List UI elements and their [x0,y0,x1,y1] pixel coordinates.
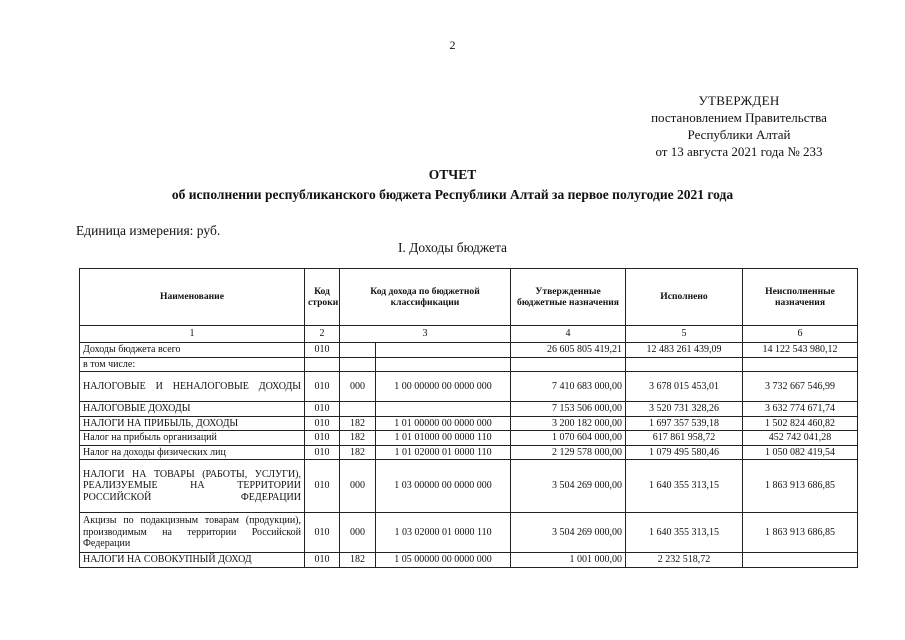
row-executed: 1 640 355 313,15 [626,513,743,553]
row-income-code: 1 05 00000 00 0000 000 [376,553,511,568]
row-executed: 1 079 495 580,46 [626,445,743,460]
row-line-code: 010 [305,343,340,358]
table-row [80,445,858,460]
row-line-code: 010 [305,445,340,460]
table-row [80,431,858,446]
section-title: I. Доходы бюджета [397,240,508,255]
header-unexecuted: Неисполненные назначения [743,269,858,326]
row-executed: 12 483 261 439,09 [626,343,743,358]
header-income-code: Код дохода по бюджетной классификации [340,269,511,326]
report-subtitle: об исполнении республиканского бюджета Республики Алтай за первое полугодие 2021 года [171,187,734,202]
row-name: НАЛОГОВЫЕ ДОХОДЫ [80,402,305,417]
row-executed: 3 520 731 328,26 [626,402,743,417]
row-name: НАЛОГОВЫЕ И НЕНАЛОГОВЫЕ ДОХОДЫ [80,372,305,402]
row-name: Налог на прибыль организаций [80,431,305,446]
row-admin-code: 000 [340,460,376,513]
row-approved: 1 001 000,00 [511,553,626,568]
approval-line-1: УТВЕРЖДЕН [698,93,780,108]
row-name: в том числе: [80,357,305,372]
row-unexecuted: 452 742 041,28 [743,431,858,446]
table-row [80,343,858,358]
row-name: Акцизы по подакцизным товарам (продукции), производимым на территории Российской Федерации [80,513,305,553]
row-income-code: 1 00 00000 00 0000 000 [376,372,511,402]
row-unexecuted: 1 502 824 460,82 [743,416,858,431]
row-executed [626,357,743,372]
row-line-code: 010 [305,553,340,568]
row-admin-code: 182 [340,553,376,568]
row-line-code: 010 [305,513,340,553]
row-income-code [376,357,511,372]
row-line-code: 010 [305,431,340,446]
row-income-code: 1 03 00000 00 0000 000 [376,460,511,513]
column-number: 5 [626,326,743,343]
row-unexecuted [743,357,858,372]
row-line-code: 010 [305,372,340,402]
approval-line-4: от 13 августа 2021 года № 233 [655,144,823,159]
row-name: НАЛОГИ НА ТОВАРЫ (РАБОТЫ, УСЛУГИ), РЕАЛИЗУЕМЫЕ НА ТЕРРИТОРИИ РОССИЙСКОЙ ФЕДЕРАЦИИ [80,460,305,513]
table-row [80,416,858,431]
unit-label: Единица измерения: руб. [76,223,221,238]
row-approved: 26 605 805 419,21 [511,343,626,358]
row-executed: 3 678 015 453,01 [626,372,743,402]
table-row [80,357,858,372]
approval-line-3: Республики Алтай [687,127,791,142]
column-number-row [80,326,858,343]
row-unexecuted: 3 632 774 671,74 [743,402,858,417]
row-admin-code: 182 [340,431,376,446]
table-row [80,553,858,568]
row-line-code: 010 [305,402,340,417]
table-header-row [80,269,858,326]
row-admin-code [340,402,376,417]
row-income-code: 1 03 02000 01 0000 110 [376,513,511,553]
row-executed: 2 232 518,72 [626,553,743,568]
column-number: 6 [743,326,858,343]
row-name: Налог на доходы физических лиц [80,445,305,460]
row-executed: 617 861 958,72 [626,431,743,446]
header-executed: Исполнено [626,269,743,326]
row-approved: 3 504 269 000,00 [511,513,626,553]
row-unexecuted: 1 050 082 419,54 [743,445,858,460]
row-unexecuted: 1 863 913 686,85 [743,513,858,553]
column-number: 4 [511,326,626,343]
row-income-code: 1 01 00000 00 0000 000 [376,416,511,431]
row-line-code: 010 [305,460,340,513]
row-unexecuted: 14 122 543 980,12 [743,343,858,358]
row-executed: 1 697 357 539,18 [626,416,743,431]
row-name: Доходы бюджета всего [80,343,305,358]
row-unexecuted: 1 863 913 686,85 [743,460,858,513]
row-admin-code: 000 [340,513,376,553]
table-row [80,372,858,402]
approval-line-2: постановлением Правительства [651,110,827,125]
row-approved: 7 410 683 000,00 [511,372,626,402]
table-row [80,402,858,417]
row-income-code [376,343,511,358]
column-number: 3 [340,326,511,343]
row-line-code [305,357,340,372]
report-title: ОТЧЕТ [428,167,477,182]
page-number: 2 [449,38,456,52]
row-approved: 7 153 506 000,00 [511,402,626,417]
income-table [79,268,858,568]
row-approved [511,357,626,372]
header-name: Наименование [80,269,305,326]
approval-stamp [630,92,848,160]
table-row [80,513,858,553]
row-line-code: 010 [305,416,340,431]
row-income-code: 1 01 02000 01 0000 110 [376,445,511,460]
row-admin-code: 182 [340,445,376,460]
row-income-code [376,402,511,417]
row-income-code: 1 01 01000 00 0000 110 [376,431,511,446]
column-number: 2 [305,326,340,343]
row-admin-code [340,357,376,372]
row-approved: 1 070 604 000,00 [511,431,626,446]
header-code-line: Код строки [305,269,340,326]
row-name: НАЛОГИ НА ПРИБЫЛЬ, ДОХОДЫ [80,416,305,431]
row-executed: 1 640 355 313,15 [626,460,743,513]
row-approved: 3 504 269 000,00 [511,460,626,513]
row-admin-code: 182 [340,416,376,431]
header-approved: Утвержденные бюджетные назначения [511,269,626,326]
row-admin-code [340,343,376,358]
row-admin-code: 000 [340,372,376,402]
row-unexecuted: 3 732 667 546,99 [743,372,858,402]
row-name: НАЛОГИ НА СОВОКУПНЫЙ ДОХОД [80,553,305,568]
row-approved: 3 200 182 000,00 [511,416,626,431]
row-unexecuted [743,553,858,568]
table-row [80,460,858,513]
row-approved: 2 129 578 000,00 [511,445,626,460]
column-number: 1 [80,326,305,343]
